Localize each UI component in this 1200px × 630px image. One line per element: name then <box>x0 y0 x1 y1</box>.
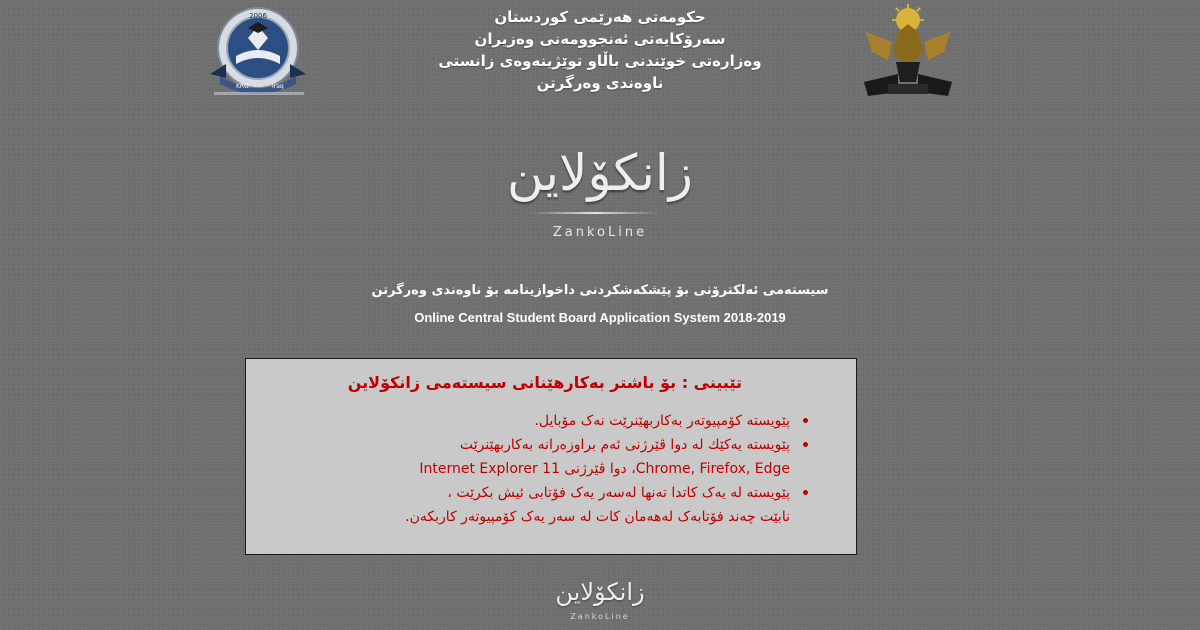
gov-line-council: سەرۆکایەتی ئەنجوومەنی وەزیران <box>474 30 726 48</box>
notice-line: پێویستە لە یەک کاتدا تەنها لەسەر یەک فۆتابی ئیش بکرێت ، <box>447 485 790 501</box>
ministry-logo <box>196 4 322 104</box>
brand-title: زانکۆلاین <box>507 144 693 202</box>
notice-line: پێویستە یەکێك لە دوا ڤێرژنی ئەم براوزەرانە بەکاربهێنرێت <box>459 437 790 453</box>
brand-subtitle: ZankoLine <box>552 225 648 240</box>
bullet-icon <box>803 418 808 423</box>
eagle-emblem-icon <box>858 2 958 104</box>
footer-brand-title: زانکۆلاین <box>555 578 645 606</box>
list-item <box>260 481 790 529</box>
gov-line-ministry: وەزارەتی خوێندنی باڵاو توێژینەوەی زانستی <box>438 52 762 70</box>
notice-line: Chrome, Firefox, Edge، دوا ڤێرژنی Internet Explorer 11 <box>419 461 790 477</box>
list-item <box>260 409 790 433</box>
notice-line: نابێت چەند فۆتابەک لەهەمان کات لە سەر یەک کۆمپیوتەر کاربکەن. <box>405 509 790 525</box>
ministry-emblem-icon <box>196 4 322 104</box>
list-item <box>260 433 790 481</box>
bullet-icon <box>803 442 808 447</box>
government-header <box>390 6 810 94</box>
bullet-icon <box>803 490 808 495</box>
gov-line-admission: ناوەندی وەرگرتن <box>536 74 664 92</box>
logo-year-text: 2006 <box>249 12 267 20</box>
brand-divider <box>530 212 660 214</box>
notice-line: پێویستە کۆمپیوتەر بەکاربهێنرێت نەک مۆبایل. <box>534 413 790 429</box>
system-title-kurdish: سیستەمی ئەلکترۆنی بۆ پێشکەشکردنی داخوازینامە بۆ ناوەندی وەرگرتن <box>371 283 829 298</box>
notice-list <box>260 409 808 529</box>
footer-brand-subtitle: ZankoLine <box>570 612 630 621</box>
notice-box <box>245 358 857 555</box>
krg-coat-of-arms <box>858 2 958 104</box>
gov-line-krg: حکومەتی هەرێمی کوردستان <box>494 8 706 26</box>
system-title-english: Online Central Student Board Application System 2018-2019 <box>414 310 786 325</box>
logo-iraq-text: Iraq <box>272 83 284 90</box>
logo-krg-text: KRG <box>236 83 249 90</box>
notice-title: تێبینی : بۆ باشتر بەکارهێنانی سیستەمی زانکۆلاین <box>347 373 742 392</box>
